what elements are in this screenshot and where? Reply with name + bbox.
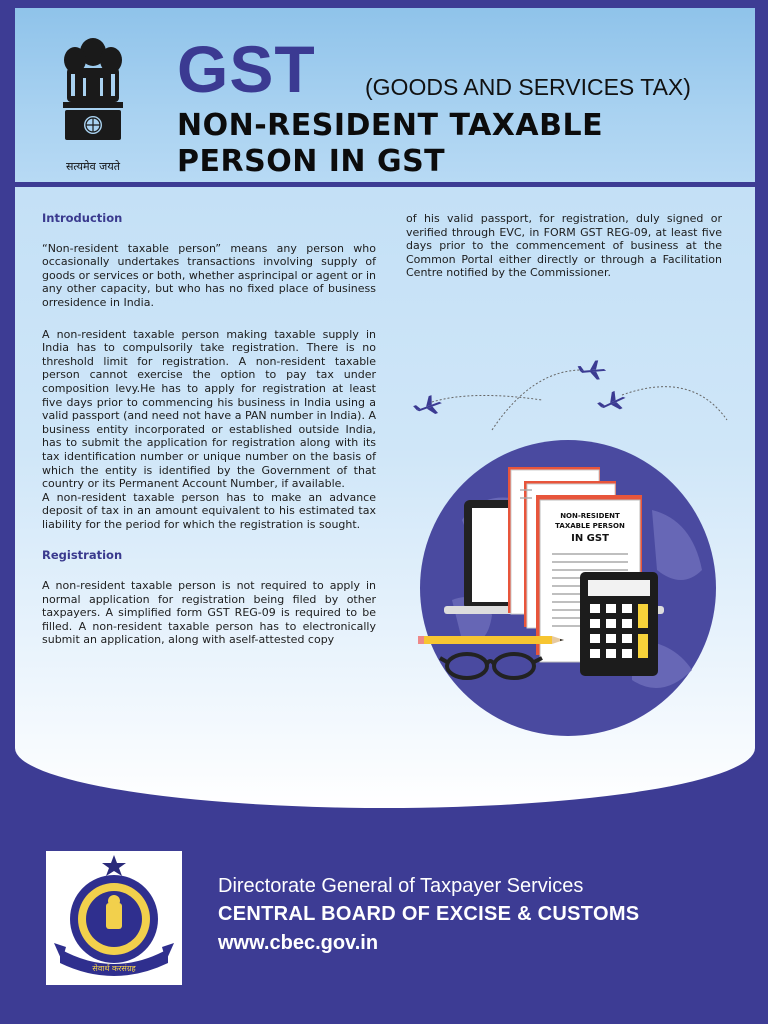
header-divider: [15, 182, 755, 187]
page-title-line1: NON-RESIDENT TAXABLE: [177, 108, 604, 143]
left-column: [42, 212, 376, 660]
footer-website-link[interactable]: www.cbec.gov.in: [218, 932, 379, 954]
footer-directorate: Directorate General of Taxpayer Services: [218, 875, 584, 897]
document-line3: IN GST: [571, 533, 609, 544]
logo-motto: सेवार्थ करसंग्रह: [92, 964, 136, 973]
introduction-heading: Introduction: [42, 211, 123, 225]
gst-title: GST: [177, 32, 316, 106]
footer-board-name: CENTRAL BOARD OF EXCISE & CUSTOMS: [218, 903, 640, 925]
registration-paragraph-1-continued: of his valid passport, for registration, duly signed or verified through EVC, in FORM GST REG-09, at least five days prior to the commencement of business at the Common Portal either directly or through a Facilitation Centre notified by the Commissioner.: [406, 212, 722, 280]
airplane-icon: [577, 360, 607, 381]
introduction-paragraph-2: A non-resident taxable person making taxable supply in India has to compulsorily take registration. There is no threshold limit for registration. A non-resident taxable person cannot exercise the option to pay tax under composition levy.He has to apply for registration at least five days prior to commencing his business in India using a valid passport (and need not have a PAN number in India). A business entity incorporated or established outside India, has to submit the application for registration along with its tax identification number or unique number on the basis of which the entity is identified by the Government of that country or its Permanent Account Number, if available.: [42, 327, 376, 491]
page-title-line2: PERSON IN GST: [177, 144, 446, 179]
page-title: [177, 108, 603, 180]
introduction-paragraph-1: “Non-resident taxable person” means any person who occasionally undertakes transactions involving supply of goods or services or both, whether asprincipal or agent or in any other capacity, but who has no fixed place of business orresidence in India.: [42, 241, 376, 309]
airplane-icon: [596, 388, 629, 417]
introduction-paragraph-3: A non-resident taxable person has to make an advance deposit of tax in an amount equivalent to his estimated tax liability for the period for which the registration is sought.: [42, 490, 376, 531]
document-line1: NON-RESIDENT: [560, 512, 620, 520]
ashoka-emblem-icon: [53, 30, 133, 175]
header-banner: [15, 8, 755, 184]
right-column: [406, 212, 722, 293]
gst-subtitle: (GOODS AND SERVICES TAX): [365, 74, 691, 100]
emblem-motto: सत्यमेव जयते: [65, 160, 121, 173]
cbec-seal-icon: [46, 851, 182, 985]
pencil-icon: [418, 636, 564, 644]
registration-paragraph-1: A non-resident taxable person is not required to apply in normal application for registration being filed by other taxpayers. A simplified form GST REG-09 is required to be filled. A non-resident taxable person has to electronically submit an application, along with aself-attested copy: [42, 579, 376, 647]
cbec-logo: [46, 851, 182, 985]
travel-tax-illustration: [392, 340, 732, 740]
airplane-icon: [412, 393, 445, 420]
document-line2: TAXABLE PERSON: [555, 522, 625, 530]
registration-heading: Registration: [42, 548, 123, 563]
footer-text-block: [218, 876, 639, 953]
calculator-icon: [580, 572, 658, 676]
